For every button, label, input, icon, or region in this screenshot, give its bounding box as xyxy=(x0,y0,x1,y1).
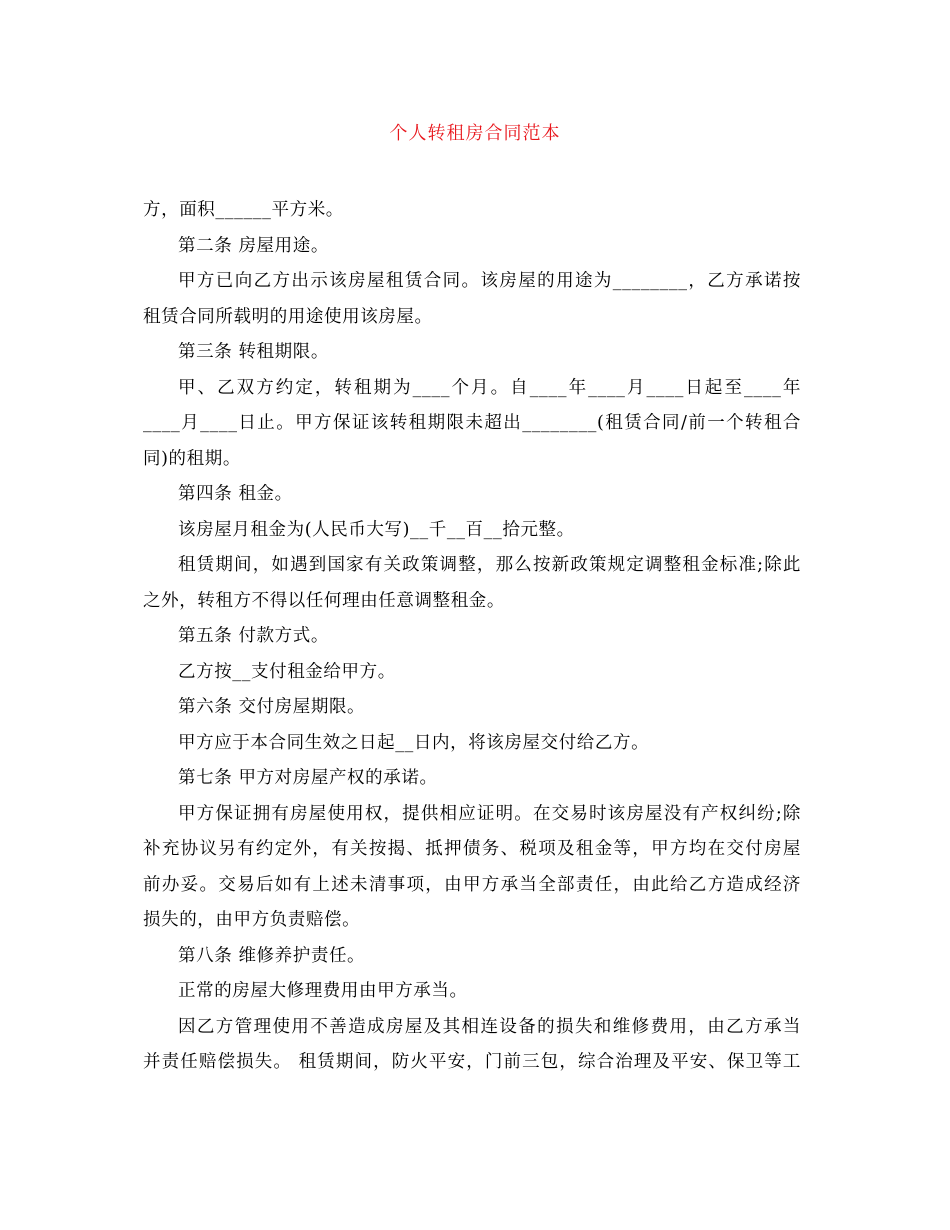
paragraph-line: 同)的租期。 xyxy=(143,448,241,469)
paragraph-line: 前办妥。交易后如有上述未清事项，由甲方承当全部责任，由此给乙方造成经济 xyxy=(143,874,801,895)
paragraph-line: 之外，转租方不得以任何理由任意调整租金。 xyxy=(143,590,505,611)
paragraph-line: 第八条 维修养护责任。 xyxy=(178,945,366,966)
paragraph-line: 租赁合同所载明的用途使用该房屋。 xyxy=(143,306,433,327)
paragraph-line: 补充协议另有约定外，有关按揭、抵押债务、税项及租金等，甲方均在交付房屋 xyxy=(143,839,801,859)
paragraph-line: 甲、乙双方约定，转租期为____个月。自____年____月____日起至____年 xyxy=(178,377,801,398)
paragraph-line: ____月____日止。甲方保证该转租期限未超出________(租赁合同/前一个转租合 xyxy=(143,413,801,433)
paragraph-line: 第四条 租金。 xyxy=(178,484,293,504)
paragraph-line: 正常的房屋大修理费用由甲方承当。 xyxy=(178,981,468,1001)
paragraph-line: 损失的，由甲方负责赔偿。 xyxy=(143,910,361,930)
paragraph-line: 方，面积______平方米。 xyxy=(143,200,344,220)
paragraph-line: 乙方按__支付租金给甲方。 xyxy=(178,661,396,682)
paragraph-line: 第二条 房屋用途。 xyxy=(178,235,329,256)
paragraph-line: 该房屋月租金为(人民币大写)__千__百__拾元整。 xyxy=(178,519,575,540)
paragraph-line: 第三条 转租期限。 xyxy=(178,342,329,362)
paragraph-line: 第五条 付款方式。 xyxy=(178,626,329,646)
paragraph-line: 租赁期间，如遇到国家有关政策调整，那么按新政策规定调整租金标准;除此 xyxy=(178,555,801,575)
paragraph-line: 甲方应于本合同生效之日起__日内，将该房屋交付给乙方。 xyxy=(178,732,650,753)
paragraph-line: 第六条 交付房屋期限。 xyxy=(178,697,366,717)
paragraph-line: 因乙方管理使用不善造成房屋及其相连设备的损失和维修费用，由乙方承当 xyxy=(178,1016,801,1037)
document-title: 个人转租房合同范本 xyxy=(389,123,561,144)
paragraph-line: 并责任赔偿损失。 租赁期间，防火平安，门前三包，综合治理及平安、保卫等工 xyxy=(143,1052,801,1072)
paragraph-line: 第七条 甲方对房屋产权的承诺。 xyxy=(178,768,438,788)
paragraph-line: 甲方已向乙方出示该房屋租赁合同。该房屋的用途为________，乙方承诺按 xyxy=(178,271,801,291)
paragraph-line: 甲方保证拥有房屋使用权，提供相应证明。在交易时该房屋没有产权纠纷;除 xyxy=(178,803,801,824)
document-body xyxy=(143,193,801,1081)
